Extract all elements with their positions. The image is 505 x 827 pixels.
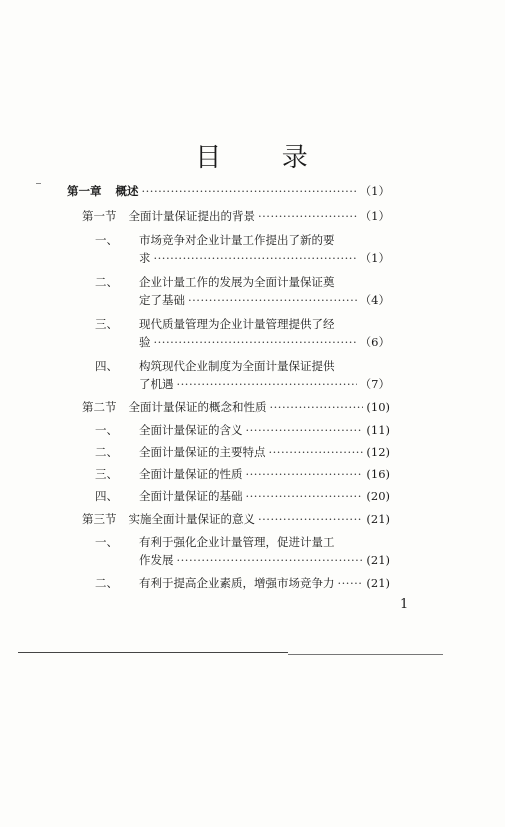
toc-entry-num: 二、: [95, 576, 118, 590]
toc-entry-num: 第一章: [67, 184, 102, 198]
toc-entry-num: 四、: [95, 489, 118, 503]
toc-entry-text: 构筑现代企业制度为全面计量保证提供: [139, 359, 335, 373]
toc-item[interactable]: [95, 274, 390, 290]
toc-entry-num: 三、: [95, 467, 118, 481]
toc-entry-num: 四、: [95, 359, 118, 373]
page-number: 1: [400, 597, 409, 612]
toc-entry-page: (21): [366, 553, 390, 567]
toc-section-2[interactable]: [82, 399, 390, 415]
toc-entry-page: (20): [366, 489, 390, 503]
toc-item[interactable]: [95, 466, 390, 482]
toc-item-cont[interactable]: [139, 292, 390, 308]
toc-entry-num: 第二节: [82, 400, 117, 414]
toc-title-right: 录: [281, 143, 310, 173]
toc-item[interactable]: [95, 488, 390, 504]
toc-entry-text: 全面计量保证的概念和性质: [128, 400, 267, 414]
toc-item[interactable]: [95, 422, 390, 438]
toc-entry-cont: 验: [139, 335, 151, 349]
toc-item[interactable]: [95, 444, 390, 460]
toc-entry-cont: 定了基础: [139, 293, 185, 307]
toc-entry-text: 概述: [115, 184, 139, 198]
toc-entry-page: （1）: [359, 209, 390, 223]
toc-entry-num: 第一节: [82, 209, 117, 223]
toc-title: [0, 137, 505, 174]
toc-entry-page: (10): [366, 400, 390, 414]
toc-entry-page: (21): [366, 512, 390, 526]
toc-entry-page: (16): [366, 467, 390, 481]
toc-entry-text: 企业计量工作的发展为全面计量保证奠: [139, 275, 335, 289]
toc-item[interactable]: [95, 534, 390, 550]
toc-entry-num: 一、: [95, 535, 118, 549]
toc-entry-text: 全面计量保证的基础: [139, 489, 243, 503]
toc-section-3[interactable]: [82, 511, 390, 527]
toc-entry-page: （1）: [359, 251, 390, 265]
toc-item-cont[interactable]: [139, 250, 390, 266]
toc-entry-page: （4）: [359, 293, 390, 307]
scan-speck: [36, 183, 41, 184]
toc-entry-page: (12): [366, 445, 390, 459]
toc-entry-num: 二、: [95, 445, 118, 459]
toc-entry-num: 第三节: [82, 512, 117, 526]
toc-chapter-1[interactable]: [67, 183, 390, 199]
toc-entry-text: 全面计量保证提出的背景: [128, 209, 255, 223]
scan-edge-line: [18, 652, 288, 653]
toc-entry-num: 一、: [95, 233, 118, 247]
toc-item-cont[interactable]: [139, 552, 390, 568]
toc-entry-page: （1）: [359, 184, 390, 198]
toc-entry-cont: 了机遇: [139, 377, 174, 391]
scan-edge-line: [288, 654, 443, 655]
toc-entry-cont: 求: [139, 251, 151, 265]
toc-entry-text: 实施全面计量保证的意义: [128, 512, 255, 526]
toc-entry-text: 全面计量保证的主要特点: [139, 445, 266, 459]
toc-entry-cont: 作发展: [139, 553, 174, 567]
toc-entry-num: 三、: [95, 317, 118, 331]
toc-entry-page: (11): [366, 423, 390, 437]
toc-entry-text: 全面计量保证的性质: [139, 467, 243, 481]
toc-item-cont[interactable]: [139, 334, 390, 350]
toc-entry-text: 有利于强化企业计量管理，促进计量工: [139, 535, 335, 549]
toc-item[interactable]: [95, 575, 390, 591]
toc-entry-num: 一、: [95, 423, 118, 437]
toc-entry-text: 全面计量保证的含义: [139, 423, 243, 437]
toc-entry-page: （7）: [359, 377, 390, 391]
toc-item-cont[interactable]: [139, 376, 390, 392]
toc-item[interactable]: [95, 232, 390, 248]
toc-entry-page: （6）: [359, 335, 390, 349]
toc-entry-text: 现代质量管理为企业计量管理提供了经: [139, 317, 335, 331]
toc-entry-num: 二、: [95, 275, 118, 289]
toc-item[interactable]: [95, 358, 390, 374]
toc-entry-page: (21): [366, 576, 390, 590]
toc-item[interactable]: [95, 316, 390, 332]
toc-entry-text: 有利于提高企业素质，增强市场竞争力: [139, 576, 335, 590]
toc-entry-text: 市场竞争对企业计量工作提出了新的要: [139, 233, 335, 247]
toc-section-1[interactable]: [82, 208, 390, 224]
toc-title-left: 目: [195, 143, 224, 173]
